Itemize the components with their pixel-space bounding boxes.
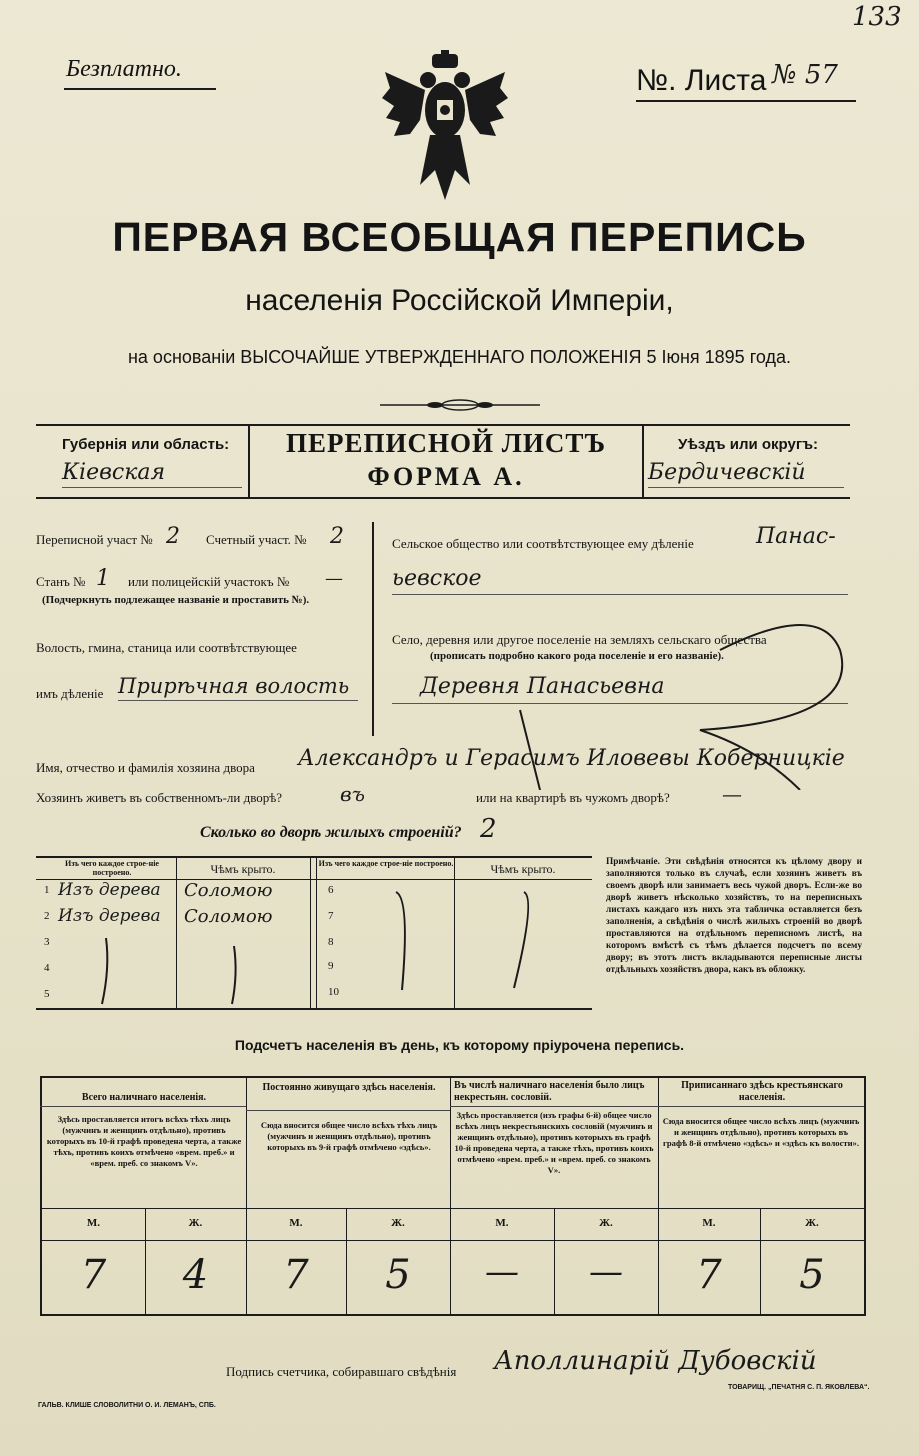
desc-total: Здѣсь проставляется итогъ всѣхъ тѣхъ лицъ (мужчинъ и женщинъ отдѣльно), противъ которыхъ въ 10-й графѣ проведена черта, а также тѣхъ, противъ коихъ отмѣчено «врем. преб.» и «врем. преб. со знакомъ V».	[46, 1114, 242, 1168]
legal-basis: на основаніи ВЫСОЧАЙШЕ УТВЕРЖДЕННАГО ПОЛОЖЕНІЯ 5 Іюня 1895 года.	[127, 347, 791, 367]
owner-value: Александръ и Герасимъ Иловевы Коберницкіе	[298, 746, 845, 771]
m-label: М.	[289, 1217, 303, 1229]
header-registered: Приписаннаго здѣсь крестьянскаго населенія.	[681, 1080, 843, 1103]
col-roof-left: Чѣмъ крыто.	[210, 862, 276, 876]
col-roof-right: Чѣмъ крыто.	[490, 862, 556, 876]
header-permanent: Постоянно живущаго здѣсь населенія.	[262, 1082, 436, 1093]
total-male-value: 7	[80, 1252, 107, 1298]
row-number: 5	[44, 988, 50, 1000]
village-note: (прописать подробно какого рода поселеніе и его названіе).	[430, 650, 724, 662]
row-roof: Соломою	[184, 906, 273, 927]
page-subtitle: населенія Россійской Имперіи,	[245, 284, 674, 317]
own-yard-value: въ	[340, 782, 365, 806]
volost-value: Прирѣчная волость	[118, 674, 350, 698]
count-title: Подсчетъ населенія въ день, къ которому пріурочена перепись.	[234, 1037, 685, 1053]
printer-left: ГАЛЬВ. КЛИШЕ СЛОВОЛИТНИ О. И. ЛЕМАНЪ, СПБ.	[38, 1402, 216, 1409]
stan-label: Станъ №	[36, 574, 86, 589]
row-number: 4	[44, 962, 50, 974]
free-label: Безплатно.	[66, 56, 182, 82]
buildings-label: Сколько во дворѣ жилыхъ строеній?	[200, 824, 462, 841]
header-non-peasant: Въ числѣ наличнаго населенія было лицъ некрестьян. сословій.	[454, 1080, 645, 1103]
count-district-value: 2	[330, 524, 344, 549]
buildings-value: 2	[480, 814, 497, 844]
row-material: Изъ дерева	[58, 906, 161, 926]
police-label: или полицейскій участокъ №	[128, 574, 290, 589]
row-roof: Соломою	[184, 880, 273, 901]
row-number: 10	[328, 986, 339, 998]
underline-note: (Подчеркнуть подлежащее названіе и проставить №).	[42, 594, 310, 606]
signature-value: Аполлинарій Дубовскій	[494, 1346, 817, 1376]
volost-label-2: имъ дѣленіе	[36, 686, 104, 701]
society-label: Сельское общество или соотвѣтствующее ему дѣленіе	[392, 536, 694, 551]
divider-ornament	[380, 398, 540, 412]
desc-non-peasant: Здѣсь проставляется (изъ графы 6-й) общее число всѣхъ лицъ некрестьянскихъ сословій (мужчинъ и женщинъ отдѣльно), противъ которыхъ въ графѣ 10-й проведена черта, а также тѣхъ, противъ коихъ отмѣчено «врем. преб.» и «врем. преб. со знакомъ V».	[454, 1110, 654, 1175]
signature-label: Подпись счетчика, собиравшаго свѣдѣнія	[226, 1364, 457, 1379]
guberniya-value: Кіевская	[62, 460, 166, 485]
f-label: Ж.	[599, 1217, 613, 1229]
m-label: М.	[495, 1217, 509, 1229]
guberniya-label: Губернія или область:	[62, 436, 230, 453]
count-district-label: Счетный участ. №	[206, 532, 307, 547]
own-yard-label: Хозяинъ живетъ въ собственномъ-ли дворѣ?	[36, 790, 283, 805]
non-peasant-male-value: —	[485, 1252, 519, 1292]
row-number: 9	[328, 960, 334, 972]
printer-right: ТОВАРИЩ. „ПЕЧАТНЯ С. П. ЯКОВЛЕВА“.	[728, 1384, 870, 1391]
permanent-male-value: 7	[283, 1252, 309, 1298]
uezd-label: Уѣздъ или округъ:	[678, 436, 819, 453]
society-value-2: ьевское	[392, 566, 482, 591]
sheet-number: № 57	[772, 60, 838, 90]
uezd-value: Бердичевскій	[648, 460, 806, 485]
footnote: Примѣчаніе. Эти свѣдѣнія относятся къ цѣлому двору и заполняются только въ случаѣ, если хозяинъ живетъ въ своемъ дворѣ или занимаетъ весь чужой дворъ. Если-же во дворѣ живетъ нѣсколько хозяйствъ, то на переписныхъ листахъ каждаго изъ нихъ эта табличка оставляется безъ заполненія, а свѣдѣнія о числѣ жилыхъ строеній во дворѣ проставляются на отдѣльномъ переписномъ листѣ, на которомъ вмѣстѣ съ тѣмъ дѣлается подсчетъ по всему двору; въ этотъ листъ вкладываются переписные листы отдѣльныхъ хозяйствъ двора, какъ въ обложку.	[606, 857, 862, 975]
village-value: Деревня Панасьевна	[420, 674, 665, 699]
row-number: 7	[328, 910, 334, 922]
stan-value: 1	[96, 566, 110, 591]
society-value-1: Панас-	[756, 524, 836, 549]
owner-label: Имя, отчество и фамилія хозяина двора	[36, 760, 255, 775]
rent-value: —	[722, 782, 742, 806]
registered-male-value: 7	[696, 1252, 722, 1298]
registered-female-value: 5	[799, 1252, 825, 1298]
sheet-label: №. Листа	[636, 64, 767, 97]
rent-label: или на квартирѣ въ чужомъ дворѣ?	[476, 790, 670, 805]
page-number: 133	[852, 2, 902, 32]
desc-registered: Сюда вносится общее число всѣхъ лицъ (мужчинъ и женщинъ отдѣльно), противъ которыхъ въ графѣ 8-й отмѣчено «здѣсь» и «здѣсь къ волости».	[662, 1116, 860, 1148]
form-subtitle: ФОРМА А.	[367, 462, 525, 491]
census-district-label: Переписной участ №	[36, 532, 153, 547]
m-label: М.	[702, 1217, 716, 1229]
handwritten-flourish	[500, 610, 880, 790]
empty-row-strokes	[36, 858, 592, 1008]
volost-label-1: Волость, гмина, станица или соотвѣтствующее	[36, 640, 297, 655]
row-number: 1	[44, 884, 50, 896]
header-total: Всего наличнаго населенія.	[81, 1092, 207, 1103]
form-title: ПЕРЕПИСНОЙ ЛИСТЪ	[285, 428, 607, 458]
col-material-left: Изъ чего каждое строе-ніе построено.	[65, 859, 159, 877]
row-number: 2	[44, 910, 50, 922]
f-label: Ж.	[805, 1217, 819, 1229]
village-label: Село, деревня или другое поселеніе на земляхъ сельскаго общества	[392, 632, 767, 647]
census-district-value: 2	[166, 524, 180, 549]
police-value: —	[325, 568, 343, 589]
col-material-right: Изъ чего каждое строе-ніе построено.	[318, 859, 454, 868]
f-label: Ж.	[188, 1217, 203, 1229]
row-number: 3	[44, 936, 50, 948]
row-number: 8	[328, 936, 334, 948]
row-number: 6	[328, 884, 334, 896]
f-label: Ж.	[391, 1217, 405, 1229]
page-title: ПЕРВАЯ ВСЕОБЩАЯ ПЕРЕПИСЬ	[112, 214, 807, 260]
m-label: М.	[86, 1217, 101, 1229]
non-peasant-female-value: —	[589, 1252, 623, 1292]
row-material: Изъ дерева	[58, 880, 161, 900]
permanent-female-value: 5	[385, 1252, 411, 1298]
total-female-value: 4	[182, 1252, 209, 1298]
desc-permanent: Сюда вносится общее число всѣхъ тѣхъ лицъ (мужчинъ и женщинъ отдѣльно), противъ которыхъ въ 9-й графѣ отмѣчено «здѣсь».	[260, 1120, 438, 1152]
double-headed-eagle-emblem	[380, 50, 510, 205]
